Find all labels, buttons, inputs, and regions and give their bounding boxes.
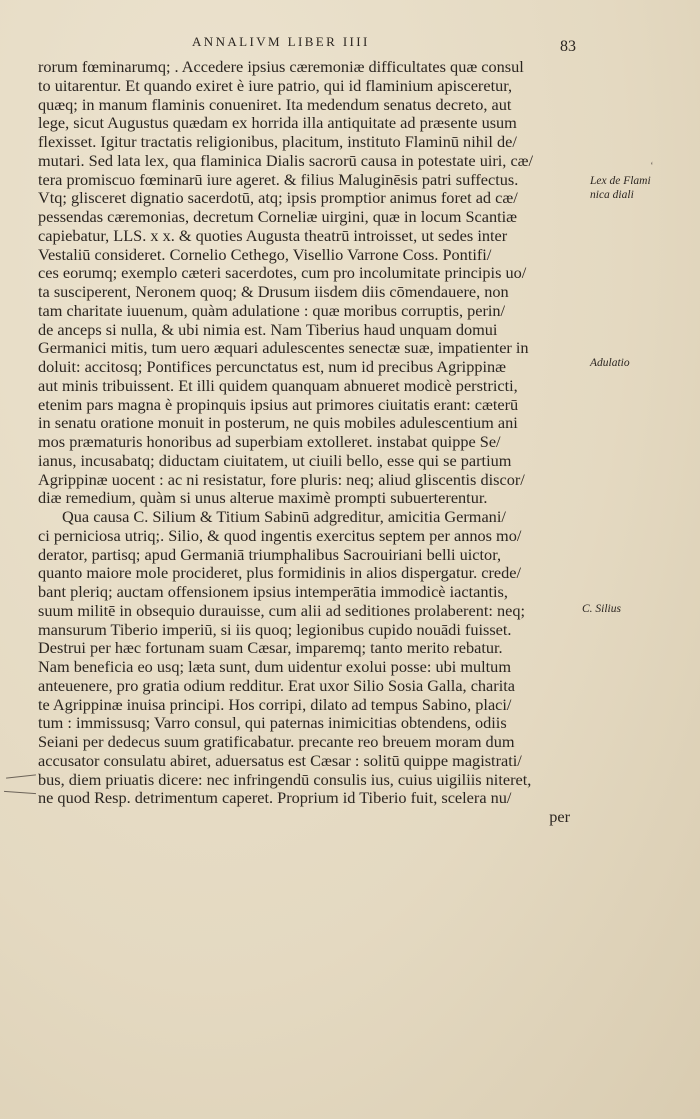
pencil-mark (4, 791, 36, 794)
marginal-note-line: nica diali (590, 189, 634, 201)
catchword: per (549, 807, 570, 826)
marginal-note-line: Lex de Flami (590, 175, 651, 187)
text-line: derator, partisq; apud Germaniā triumphalibus Sacrouiriani belli uictor, (38, 544, 502, 564)
text-line: bant pleriq; auctam offensionem ipsius intemperātia immodicè iactantis, (38, 582, 508, 601)
text-line-paragraph-start: Qua causa C. Silium & Titium Sabinū adgreditur, amicitia Germani/ (62, 507, 506, 526)
text-line: mos præmaturis honoribus ad superbiam extolleret. instabat quippe Se/ (38, 432, 501, 451)
text-line: Destrui per hæc fortunam suam Cæsar, imparemq; tanto merito rebatur. (38, 638, 503, 658)
pencil-mark (6, 774, 36, 778)
text-line: doluit: accitosq; Pontifices percunctatus est, num id precibus Agrippinæ (38, 357, 507, 376)
text-line: mansurum Tiberio imperiū, si iis quoq; legionibus cupido nouādi fuisset. (38, 619, 512, 639)
marginal-note-lex (590, 174, 651, 202)
text-line: Nam beneficia eo usq; læta sunt, dum uidentur exolui posse: ubi multum (38, 657, 511, 676)
text-line: quæq; in manum flaminis conueniret. Ita medendum senatus decreto, aut (38, 94, 512, 114)
text-line: accusator consulatu abiret, aduersatus est Cæsar : solitū quippe magistrati/ (38, 750, 522, 770)
running-head: ANNALIVM LIBER IIII (192, 34, 370, 49)
text-line: aut minis tribuissent. Et illi quidem quanquam abnueret modicè perstricti, (38, 375, 518, 395)
text-line: Vtq; glisceret dignatio sacerdotū, atq; ipsis promptior animus foret ad cæ/ (38, 188, 518, 208)
text-line: ces eorumq; exemplo cæteri sacerdotes, cum pro incolumitate principis uo/ (38, 263, 527, 283)
text-line: ta susciperent, Neronem quoq; & Drusum iisdem diis cōmendauere, non (38, 282, 509, 301)
main-text (38, 58, 578, 827)
text-line: etenim pars magna è propinquis ipsius aut primores ciuitatis erant: cæterū (38, 394, 519, 414)
text-line: suum militē in obsequio durauisse, cum alii ad seditiones prolaberent: neq; (38, 600, 525, 620)
text-line: flexisset. Igitur tractatis religionibus, placitum, instituto Flaminū nihil de/ (38, 132, 517, 151)
text-line: te Agrippinæ inuisa principi. Hos corripi, dilato ad tempus Sabino, placi/ (38, 694, 512, 714)
text-line: ne quod Resp. detrimentum caperet. Proprium id Tiberio fuit, scelera nu/ (38, 788, 512, 808)
text-line: de anceps si nulla, & ubi nimia est. Nam Tiberius haud unquam domui (38, 319, 498, 339)
text-line: Germanici mitis, tum uero æquari adulescentes senectæ suæ, impatienter in (38, 338, 529, 358)
text-line: tum : immissusq; Varro consul, qui paternas inimicitias obtendens, odiis (38, 713, 507, 733)
text-line: in senatu oratione monuit in posterum, ne quis mobiles adulescentium ani (38, 413, 518, 433)
text-line: Agrippinæ uocent : ac ni resistatur, fore pluris: neq; aliud gliscentis discor/ (38, 469, 525, 489)
text-line: mutari. Sed lata lex, qua flaminica Dialis sacrorū causa in potestate uiri, cæ/ (38, 150, 534, 170)
text-line: capiebatur, LLS. x x. & quoties Augusta theatrū introisset, ut sedes inter (38, 225, 508, 245)
text-line: ci perniciosa utriq;. Silio, & quod ingentis exercitus septem per annos mo/ (38, 525, 522, 545)
text-line: lege, sicut Augustus quædam ex horrida illa antiquitate ad præsente usum (38, 113, 517, 133)
text-line: tam charitate iuuenum, quàm adulatione : quæ moribus corruptis, perin/ (38, 300, 506, 320)
text-line: Seiani per dedecus suum gratificabatur. precante reo breuem moram dum (38, 732, 515, 751)
marginal-note-silius: C. Silius (582, 603, 621, 615)
text-line: pessendas cæremonias, decretum Corneliæ uirgini, quæ in locum Scantiæ (38, 207, 518, 226)
text-line: Vestaliū consideret. Cornelio Cethego, Visellio Varrone Coss. Pontifi/ (38, 244, 492, 264)
text-line: diæ remedium, quàm si unus alterue maximè prompti subuerterentur. (38, 488, 488, 508)
page-number: 83 (560, 38, 576, 55)
text-line: ianus, incusabatq; diductam ciuitatem, ut ciuili bello, esse qui se partium (38, 450, 512, 470)
text-line: bus, diem priuatis dicere: nec infringendū consulis ius, cuius uigiliis niteret, (38, 769, 532, 789)
text-line: rorum fœminarumq; . Accedere ipsius cæremoniæ difficultates quæ consul (38, 57, 524, 76)
text-line: to uitarentur. Et quando exiret è iure patrio, qui id flaminium apisceretur, (38, 75, 513, 95)
text-line: tera promiscuo fœminarū iure ageret. & filius Maluginēsis patri suffectus. (38, 169, 519, 189)
text-line: anteuenere, pro gratia odium redditur. Erat uxor Silio Sosia Galla, charita (38, 675, 515, 695)
text-line: quanto maiore mole procideret, plus formidinis in alios dispergatur. crede/ (38, 563, 522, 583)
margin-tick-mark: ʻ (650, 160, 654, 172)
marginal-note-adulatio: Adulatio (590, 357, 630, 369)
